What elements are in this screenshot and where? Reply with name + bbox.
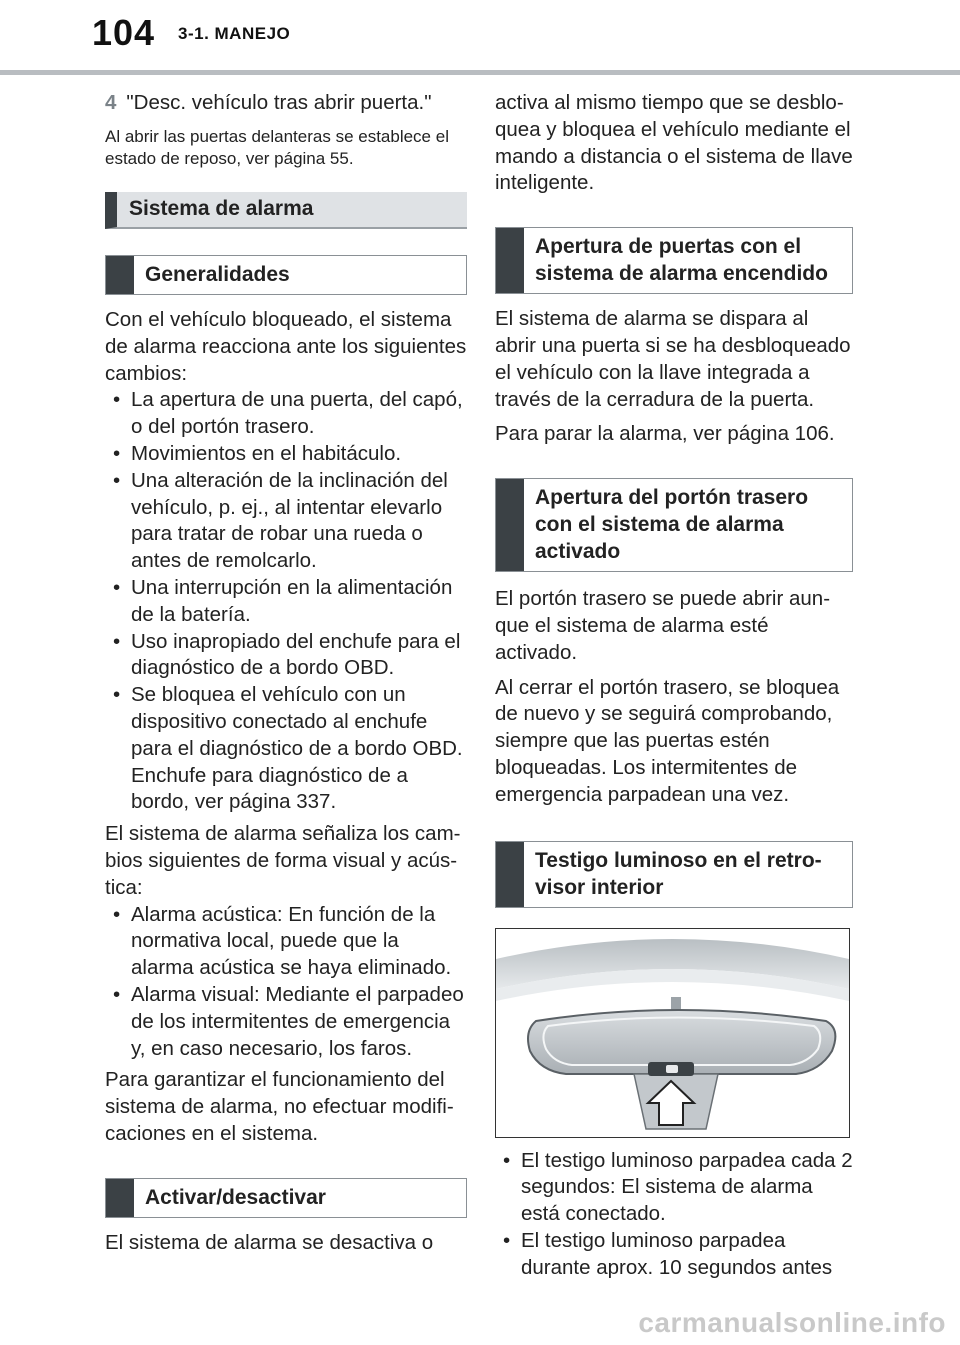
- step-number: 4: [105, 91, 117, 114]
- list-item: • El testigo luminoso parpadea cada 2 segundos: El sistema de alarma está conectado.: [495, 1148, 853, 1228]
- section-heading-alarma: [105, 192, 467, 229]
- subsection-heading-porton: [495, 478, 853, 572]
- paragraph-parar: Para parar la alarma, ver página 106.: [495, 422, 835, 446]
- heading-bar: [496, 228, 524, 293]
- section-heading-text: Sistema de alarma: [129, 197, 314, 220]
- paragraph-intro: Con el vehículo bloqueado, el sistema de alarma reacciona ante los siguientes cambios:: [105, 308, 467, 385]
- subsection-heading-text: Apertura del portón trasero con el sistema de alarma activado: [535, 486, 809, 564]
- subsection-heading-text: Testigo luminoso en el retrovisor interior: [535, 848, 822, 899]
- signals-list: [105, 902, 467, 1063]
- list-item: • Uso inapropiado del enchufe para el diagnóstico de a bordo OBD.: [105, 629, 467, 683]
- list-item: • Se bloquea el vehículo con un dispositivo conectado al enchufe para el diagnóstico de a bordo OBD. Enchufe para diagnóstico de a bordo, ver página 337.: [105, 682, 467, 816]
- indicator-list: [495, 1148, 853, 1282]
- step-note: Al abrir las puertas delanteras se establece el estado de reposo, ver página 55.: [105, 127, 449, 168]
- heading-bar: [106, 1179, 134, 1217]
- changes-list: [105, 387, 467, 816]
- left-column: [105, 90, 467, 1257]
- watermark: carmanualsonline.info: [638, 1307, 946, 1338]
- list-item: • El testigo luminoso parpadea durante aprox. 10 segundos antes: [495, 1228, 853, 1282]
- paragraph-continue: activa al mismo tiempo que se desbloquea y bloquea el vehículo mediante el mando a distancia o el sistema de llave inteligente.: [495, 91, 853, 195]
- step-item: [105, 90, 467, 116]
- heading-bar: [496, 479, 524, 571]
- chapter-title: 3-1. MANEJO: [178, 24, 291, 43]
- subsection-heading-activar: [105, 1178, 467, 1218]
- paragraph-porton-1: El portón trasero se puede abrir aunque el sistema de alarma esté activado.: [495, 587, 831, 664]
- list-item: • Una alteración de la inclinación del vehículo, p. ej., al intentar elevarlo para tratar de robar una rueda o antes de remolcarlo.: [105, 468, 467, 575]
- subsection-heading-text: Generalidades: [145, 263, 290, 286]
- rearview-mirror-illustration: [495, 928, 850, 1138]
- right-column: [495, 90, 853, 1282]
- subsection-heading-generalidades: [105, 255, 467, 295]
- paragraph-desactiva: El sistema de alarma se desactiva o: [105, 1230, 434, 1254]
- heading-bar: [496, 842, 524, 907]
- list-item: • Movimientos en el habitáculo.: [105, 441, 467, 468]
- subsection-heading-text: Activar/desactivar: [145, 1185, 326, 1209]
- subsection-heading-puertas: [495, 227, 853, 294]
- list-item: • Alarma acústica: En función de la normativa local, puede que la alarma acústica se haya eliminado.: [105, 902, 467, 982]
- heading-bar: [106, 256, 134, 294]
- paragraph-guarantee: Para garantizar el funcionamiento del sistema de alarma, no efectuar modificaciones en el sistema.: [105, 1068, 454, 1145]
- paragraph-porton-2: Al cerrar el portón trasero, se bloquea de nuevo y se seguirá comprobando, siempre que las puertas estén bloqueadas. Los intermitentes de emergencia parpadean una vez.: [495, 675, 840, 806]
- subsection-heading-text: Apertura de puertas con el sistema de alarma encendido: [535, 235, 828, 286]
- page-number: 104: [92, 12, 156, 53]
- header-divider: [0, 70, 960, 75]
- step-text: "Desc. vehículo tras abrir puerta.": [126, 91, 432, 114]
- rearview-mirror-icon: [496, 929, 849, 1137]
- list-item: • Alarma visual: Mediante el parpadeo de los intermitentes de emergencia y, en caso necesario, los faros.: [105, 982, 467, 1062]
- paragraph-signals: El sistema de alarma señaliza los cambios siguientes de forma visual y acústica:: [105, 822, 461, 899]
- list-item: • La apertura de una puerta, del capó, o del portón trasero.: [105, 387, 467, 441]
- subsection-heading-testigo: [495, 841, 853, 908]
- list-item: • Una interrupción en la alimentación de la batería.: [105, 575, 467, 629]
- paragraph-puertas: El sistema de alarma se dispara al abrir una puerta si se ha desbloqueado el vehículo con la llave integrada a través de la cerradura de la puerta.: [495, 307, 851, 411]
